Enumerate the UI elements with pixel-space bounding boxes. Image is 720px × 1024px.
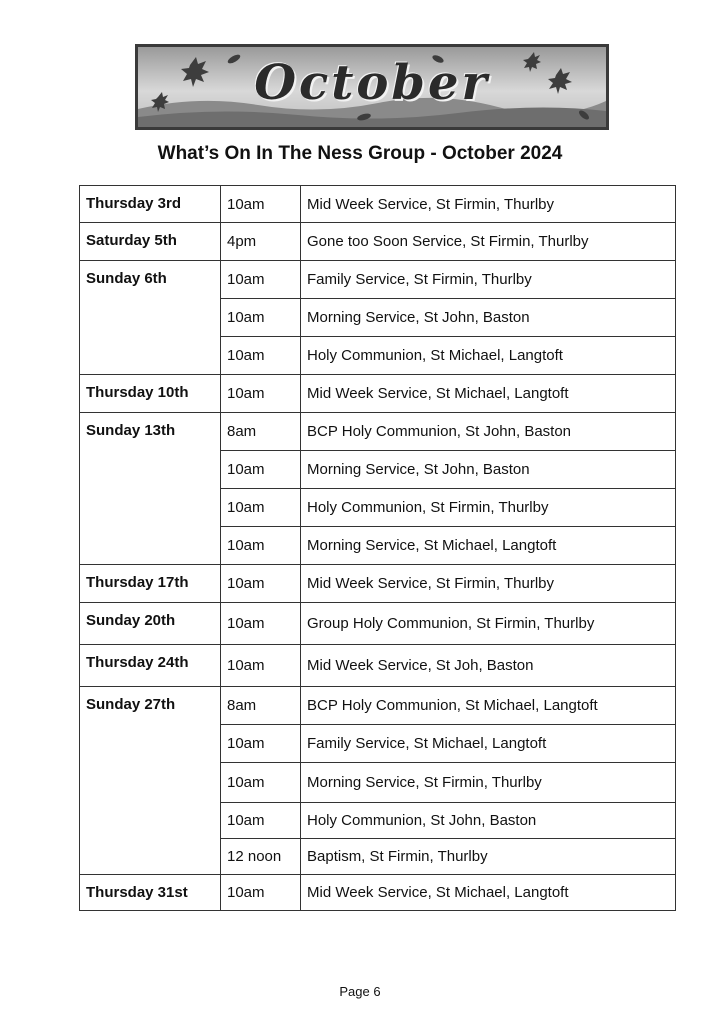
schedule-event: Group Holy Communion, St Firmin, Thurlby (301, 603, 676, 645)
schedule-row (80, 186, 676, 223)
schedule-event: Holy Communion, St Michael, Langtoft (301, 337, 676, 375)
schedule-day: Sunday 13th (80, 413, 221, 565)
schedule-time: 10am (221, 875, 301, 911)
schedule-row (80, 875, 676, 911)
schedule-time: 8am (221, 413, 301, 451)
schedule-event: Family Service, St Firmin, Thurlby (301, 261, 676, 299)
schedule-time: 10am (221, 261, 301, 299)
schedule-time: 10am (221, 803, 301, 839)
schedule-time: 10am (221, 489, 301, 527)
schedule-event: Morning Service, St Firmin, Thurlby (301, 763, 676, 803)
schedule-day: Saturday 5th (80, 223, 221, 261)
schedule-time: 12 noon (221, 839, 301, 875)
schedule-event: Morning Service, St Michael, Langtoft (301, 527, 676, 565)
schedule-event: Mid Week Service, St Michael, Langtoft (301, 375, 676, 413)
schedule-event: Gone too Soon Service, St Firmin, Thurlby (301, 223, 676, 261)
schedule-time: 8am (221, 687, 301, 725)
schedule-event: Family Service, St Michael, Langtoft (301, 725, 676, 763)
page-number: Page 6 (339, 984, 381, 999)
schedule-row (80, 645, 676, 687)
schedule-time: 10am (221, 375, 301, 413)
schedule-time: 4pm (221, 223, 301, 261)
schedule-time: 10am (221, 645, 301, 687)
schedule-day: Sunday 6th (80, 261, 221, 375)
schedule-time: 10am (221, 186, 301, 223)
schedule-day: Thursday 24th (80, 645, 221, 687)
schedule-day: Thursday 10th (80, 375, 221, 413)
schedule-day: Thursday 31st (80, 875, 221, 911)
schedule-time: 10am (221, 565, 301, 603)
october-banner (135, 44, 609, 130)
schedule-event: Morning Service, St John, Baston (301, 451, 676, 489)
schedule-row (80, 603, 676, 645)
schedule-time: 10am (221, 451, 301, 489)
schedule-event: BCP Holy Communion, St John, Baston (301, 413, 676, 451)
schedule-event: Mid Week Service, St Joh, Baston (301, 645, 676, 687)
schedule-day: Thursday 3rd (80, 186, 221, 223)
schedule-event: Holy Communion, St Firmin, Thurlby (301, 489, 676, 527)
schedule-event: Holy Communion, St John, Baston (301, 803, 676, 839)
schedule-event: Baptism, St Firmin, Thurlby (301, 839, 676, 875)
schedule-row (80, 565, 676, 603)
schedule-row (80, 687, 676, 725)
schedule-time: 10am (221, 527, 301, 565)
schedule-time: 10am (221, 337, 301, 375)
schedule-row (80, 223, 676, 261)
schedule-day: Sunday 20th (80, 603, 221, 645)
schedule-event: Mid Week Service, St Michael, Langtoft (301, 875, 676, 911)
schedule-event: BCP Holy Communion, St Michael, Langtoft (301, 687, 676, 725)
schedule-time: 10am (221, 763, 301, 803)
page-title: What’s On In The Ness Group - October 2024 (157, 143, 563, 164)
schedule-row (80, 413, 676, 451)
banner-title: October (254, 55, 490, 111)
schedule-row (80, 375, 676, 413)
schedule-event: Mid Week Service, St Firmin, Thurlby (301, 186, 676, 223)
schedule-table (79, 185, 676, 911)
schedule-day: Sunday 27th (80, 687, 221, 875)
schedule-event: Mid Week Service, St Firmin, Thurlby (301, 565, 676, 603)
schedule-time: 10am (221, 299, 301, 337)
schedule-day: Thursday 17th (80, 565, 221, 603)
schedule-event: Morning Service, St John, Baston (301, 299, 676, 337)
schedule-time: 10am (221, 603, 301, 645)
schedule-row (80, 261, 676, 299)
schedule-time: 10am (221, 725, 301, 763)
